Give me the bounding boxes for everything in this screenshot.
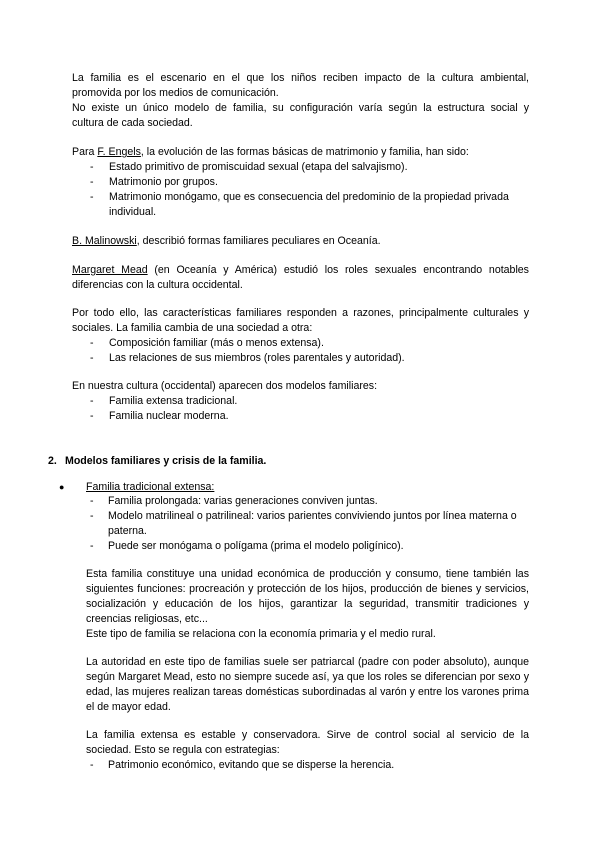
list-item: - Familia nuclear moderna. xyxy=(72,409,529,424)
extensa-list-block xyxy=(86,494,529,554)
bullet-dot-icon: ● xyxy=(59,482,65,492)
intro-line: promovida por los medios de comunicación. xyxy=(72,87,279,99)
list-item: - Estado primitivo de promiscuidad sexual (etapa del salvajismo). xyxy=(72,160,529,175)
list-item: - Familia extensa tradicional. xyxy=(72,394,529,409)
extensa-title: Familia tradicional extensa: xyxy=(86,481,215,493)
mead-name: Margaret Mead xyxy=(72,264,148,276)
factors-section xyxy=(72,306,529,366)
paragraph: La familia extensa es estable y conservadora. Sirve de control social al servicio de la sociedad. Esto se regula con estrategias: xyxy=(86,729,529,756)
extensa-bullet xyxy=(59,480,214,495)
malinowski-name: B. Malinowski xyxy=(72,235,137,247)
engels-name: F. Engels xyxy=(97,146,141,158)
list-item: - Composición familiar (más o menos extensa). xyxy=(72,336,529,351)
factors-text: Por todo ello, las características familiares responden a razones, principalmente culturales y sociales. La familia cambia de una sociedad a otra: xyxy=(72,307,529,334)
section-heading xyxy=(48,454,266,469)
engels-section xyxy=(72,145,529,220)
paragraph: Esta familia constituye una unidad económica de producción y consumo, tiene también las siguientes funciones: procreación y protección de los hijos, producción de bienes y servicios, socialización y educación de los hijos, garantizar la seguridad, transmitir tradiciones y creencias religiosas, etc... xyxy=(86,568,529,625)
list-item: - Matrimonio monógamo, que es consecuencia del predominio de la propiedad privada individual. xyxy=(72,190,529,220)
models-list xyxy=(72,394,529,424)
models-text: En nuestra cultura (occidental) aparecen dos modelos familiares: xyxy=(72,380,378,392)
intro-line: No existe un único modelo de familia, su configuración varía según la estructura social y xyxy=(72,102,529,114)
intro-line: La familia es el escenario en el que los niños reciben impacto de la cultura ambiental, xyxy=(72,72,529,84)
strategies-list xyxy=(86,758,529,773)
extensa-para3 xyxy=(86,728,529,773)
intro-line: cultura de cada sociedad. xyxy=(72,117,193,129)
list-item: - Modelo matrilineal o patrilineal: varios parientes conviviendo juntos por línea materna o paterna. xyxy=(86,509,529,539)
engels-intro: Para F. Engels, la evolución de las formas básicas de matrimonio y familia, han sido: xyxy=(72,146,469,158)
models-section xyxy=(72,379,529,424)
engels-list xyxy=(72,160,529,220)
malinowski-paragraph: B. Malinowski, describió formas familiares peculiares en Oceanía. xyxy=(72,235,381,247)
extensa-para1 xyxy=(86,567,529,642)
list-item: - Patrimonio económico, evitando que se disperse la herencia. xyxy=(86,758,529,773)
list-item: - Familia prolongada: varias generaciones conviven juntas. xyxy=(86,494,529,509)
paragraph: Este tipo de familia se relaciona con la economía primaria y el medio rural. xyxy=(86,628,436,640)
section-title: Modelos familiares y crisis de la familia. xyxy=(65,455,267,467)
factors-list xyxy=(72,336,529,366)
list-item: - Puede ser monógama o polígama (prima el modelo poligínico). xyxy=(86,539,529,554)
intro-paragraph xyxy=(72,71,529,131)
list-item: - Las relaciones de sus miembros (roles parentales y autoridad). xyxy=(72,351,529,366)
extensa-list xyxy=(86,494,529,554)
section-number: 2. xyxy=(48,455,57,467)
mead-paragraph: Margaret Mead (en Oceanía y América) estudió los roles sexuales encontrando notables diferencias con la cultura occidental. xyxy=(72,264,529,291)
paragraph: La autoridad en este tipo de familias suele ser patriarcal (padre con poder absoluto), aunque según Margaret Mead, esto no siempre sucede así, ya que los roles se diferencian por sexo y edad, las mujeres realizan tareas domésticas subordinadas al varón y entre los varones prima el de mayor edad. xyxy=(86,656,529,713)
extensa-para2 xyxy=(86,655,529,715)
list-item: - Matrimonio por grupos. xyxy=(72,175,529,190)
